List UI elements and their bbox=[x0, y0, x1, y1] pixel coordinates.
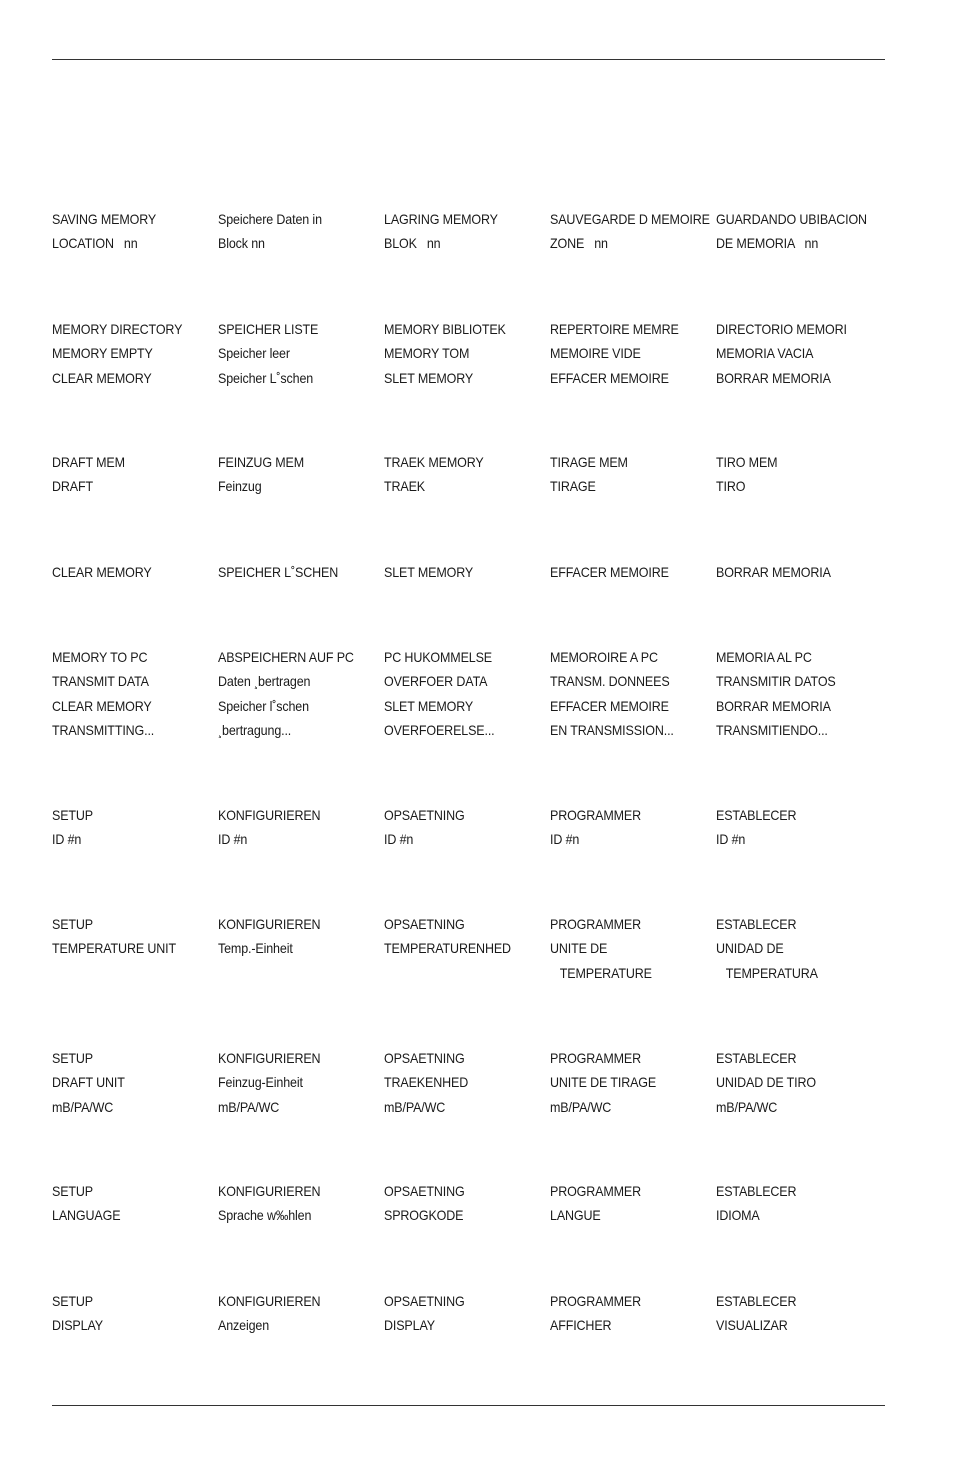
message-cell: ESTABLECER bbox=[716, 917, 797, 932]
message-row bbox=[52, 1204, 912, 1228]
message-row bbox=[52, 561, 912, 585]
message-cell: BORRAR MEMORIA bbox=[716, 370, 831, 386]
message-cell: PROGRAMMER bbox=[550, 1294, 642, 1309]
message-cell bbox=[384, 962, 537, 986]
message-cell: SLET MEMORY bbox=[384, 565, 474, 580]
message-cell: DRAFT MEM bbox=[52, 455, 125, 470]
message-row bbox=[52, 695, 912, 719]
message-cell: SETUP bbox=[52, 917, 94, 932]
message-cell: Speicher l˚schen bbox=[218, 698, 309, 714]
message-cell: MEMORY BIBLIOTEK bbox=[384, 322, 506, 337]
message-cell: ESTABLECER bbox=[716, 1051, 797, 1066]
message-cell: mB/PA/WC bbox=[384, 1099, 446, 1115]
message-cell: ESTABLECER bbox=[716, 1184, 797, 1199]
message-cell: SETUP bbox=[52, 1184, 94, 1199]
message-cell: OVERFOER DATA bbox=[384, 674, 488, 690]
message-cell: PROGRAMMER bbox=[550, 917, 642, 932]
message-cell: TRAEKENHED bbox=[384, 1075, 469, 1091]
message-cell: LANGUAGE bbox=[52, 1208, 121, 1224]
message-cell: SAVING MEMORY bbox=[52, 212, 157, 227]
message-cell: SETUP bbox=[52, 1051, 94, 1066]
message-cell: TRANSMITIR DATOS bbox=[716, 674, 836, 690]
message-row bbox=[52, 475, 912, 499]
message-row bbox=[52, 1314, 912, 1338]
message-cell: CLEAR MEMORY bbox=[52, 565, 152, 580]
message-cell: LANGUE bbox=[550, 1208, 601, 1224]
message-cell: OVERFOERELSE... bbox=[384, 722, 495, 738]
message-cell: TIRO bbox=[716, 479, 746, 495]
message-cell: MEMORY DIRECTORY bbox=[52, 322, 183, 337]
message-row bbox=[52, 670, 912, 694]
message-cell: DIRECTORIO MEMORI bbox=[716, 322, 847, 337]
message-cell: UNIDAD DE bbox=[716, 941, 784, 957]
message-cell: Speicher leer bbox=[218, 346, 290, 362]
message-row bbox=[52, 1096, 912, 1120]
message-cell: KONFIGURIEREN bbox=[218, 1184, 321, 1199]
message-cell: mB/PA/WC bbox=[716, 1099, 778, 1115]
message-cell: Feinzug bbox=[218, 479, 262, 495]
message-cell: DISPLAY bbox=[52, 1318, 103, 1334]
message-cell: OPSAETNING bbox=[384, 917, 465, 932]
message-row bbox=[52, 367, 912, 391]
message-cell: ¸bertragung... bbox=[218, 722, 292, 738]
message-cell: REPERTOIRE MEMRE bbox=[550, 322, 679, 337]
message-cell: TEMPERATURENHED bbox=[384, 941, 511, 957]
message-cell: TRANSMITIENDO... bbox=[716, 722, 828, 738]
message-cell: ID #n bbox=[218, 832, 248, 848]
message-group bbox=[52, 913, 912, 986]
message-row bbox=[52, 962, 912, 986]
message-cell: OPSAETNING bbox=[384, 1051, 465, 1066]
message-cell: TRANSMITTING... bbox=[52, 722, 155, 738]
message-cell: mB/PA/WC bbox=[550, 1099, 612, 1115]
message-cell: Sprache w‰hlen bbox=[218, 1208, 312, 1224]
message-cell: Block nn bbox=[218, 236, 265, 252]
message-group bbox=[52, 451, 912, 500]
message-cell: KONFIGURIEREN bbox=[218, 1051, 321, 1066]
message-cell: ID #n bbox=[384, 832, 414, 848]
message-group bbox=[52, 1180, 912, 1229]
message-cell: LAGRING MEMORY bbox=[384, 212, 498, 227]
message-cell: TEMPERATURE UNIT bbox=[52, 941, 177, 957]
message-cell: MEMORY TOM bbox=[384, 346, 470, 362]
message-row bbox=[52, 804, 912, 828]
message-cell: OPSAETNING bbox=[384, 1184, 465, 1199]
message-cell: TIRAGE bbox=[550, 479, 596, 495]
message-cell: DRAFT UNIT bbox=[52, 1075, 125, 1091]
message-cell: ESTABLECER bbox=[716, 1294, 797, 1309]
message-cell: SETUP bbox=[52, 1294, 94, 1309]
message-row bbox=[52, 1180, 912, 1204]
message-group bbox=[52, 208, 912, 257]
message-row bbox=[52, 208, 912, 232]
message-cell: LOCATION nn bbox=[52, 236, 138, 252]
message-row bbox=[52, 318, 912, 342]
message-cell: SPEICHER LISTE bbox=[218, 322, 319, 337]
message-cell: SLET MEMORY bbox=[384, 698, 474, 714]
message-row bbox=[52, 232, 912, 256]
message-cell: BLOK nn bbox=[384, 236, 441, 252]
message-group bbox=[52, 318, 912, 391]
message-cell: CLEAR MEMORY bbox=[52, 698, 152, 714]
message-cell: TRAEK bbox=[384, 479, 426, 495]
message-cell: EFFACER MEMOIRE bbox=[550, 698, 669, 714]
message-cell: SAUVEGARDE D MEMOIRE bbox=[550, 212, 710, 227]
message-cell: TEMPERATURA bbox=[716, 965, 818, 981]
message-cell: FEINZUG MEM bbox=[218, 455, 305, 470]
message-cell: PROGRAMMER bbox=[550, 1184, 642, 1199]
message-cell: TIRAGE MEM bbox=[550, 455, 628, 470]
message-cell: VISUALIZAR bbox=[716, 1318, 788, 1334]
message-cell: EFFACER MEMOIRE bbox=[550, 370, 669, 386]
message-cell bbox=[52, 962, 205, 986]
message-row bbox=[52, 828, 912, 852]
message-cell: OPSAETNING bbox=[384, 1294, 465, 1309]
message-cell: PROGRAMMER bbox=[550, 1051, 642, 1066]
message-cell: Feinzug-Einheit bbox=[218, 1075, 303, 1091]
message-cell: DRAFT bbox=[52, 479, 93, 495]
message-cell: EFFACER MEMOIRE bbox=[550, 565, 669, 580]
message-cell: TRANSMIT DATA bbox=[52, 674, 149, 690]
message-cell: Daten ¸bertragen bbox=[218, 674, 311, 690]
message-cell: MEMOROIRE A PC bbox=[550, 650, 658, 665]
message-cell: TIRO MEM bbox=[716, 455, 778, 470]
message-cell: BORRAR MEMORIA bbox=[716, 698, 831, 714]
message-cell: MEMORIA VACIA bbox=[716, 346, 814, 362]
message-cell: GUARDANDO UBIBACION bbox=[716, 212, 867, 227]
message-group bbox=[52, 1047, 912, 1120]
message-cell: AFFICHER bbox=[550, 1318, 612, 1334]
message-row bbox=[52, 1071, 912, 1095]
message-cell: DISPLAY bbox=[384, 1318, 435, 1334]
message-row bbox=[52, 1047, 912, 1071]
message-cell: ID #n bbox=[52, 832, 82, 848]
message-cell: BORRAR MEMORIA bbox=[716, 565, 831, 580]
message-cell: ID #n bbox=[716, 832, 746, 848]
message-cell: KONFIGURIEREN bbox=[218, 808, 321, 823]
message-row bbox=[52, 646, 912, 670]
bottom-rule bbox=[52, 1405, 885, 1406]
message-cell: Speichere Daten in bbox=[218, 212, 322, 227]
message-row bbox=[52, 342, 912, 366]
message-cell: MEMOIRE VIDE bbox=[550, 346, 641, 362]
message-cell: IDIOMA bbox=[716, 1208, 760, 1224]
message-cell: KONFIGURIEREN bbox=[218, 1294, 321, 1309]
message-row bbox=[52, 913, 912, 937]
message-row bbox=[52, 719, 912, 743]
message-cell: UNIDAD DE TIRO bbox=[716, 1075, 816, 1091]
message-cell: MEMORIA AL PC bbox=[716, 650, 812, 665]
message-cell: KONFIGURIEREN bbox=[218, 917, 321, 932]
message-cell: SPROGKODE bbox=[384, 1208, 464, 1224]
message-cell: MEMORY EMPTY bbox=[52, 346, 153, 362]
message-cell: TRANSM. DONNEES bbox=[550, 674, 670, 690]
message-group bbox=[52, 561, 912, 585]
message-row bbox=[52, 451, 912, 475]
message-group bbox=[52, 804, 912, 853]
message-cell: ZONE nn bbox=[550, 236, 608, 252]
message-cell: SPEICHER L˚SCHEN bbox=[218, 565, 339, 580]
message-cell: mB/PA/WC bbox=[218, 1099, 280, 1115]
message-cell: SETUP bbox=[52, 808, 94, 823]
message-cell: Temp.-Einheit bbox=[218, 941, 293, 957]
message-row bbox=[52, 1290, 912, 1314]
message-cell: PC HUKOMMELSE bbox=[384, 650, 493, 665]
message-cell: ID #n bbox=[550, 832, 580, 848]
message-cell: EN TRANSMISSION... bbox=[550, 722, 674, 738]
message-cell: PROGRAMMER bbox=[550, 808, 642, 823]
message-group bbox=[52, 646, 912, 743]
message-group bbox=[52, 1290, 912, 1339]
message-cell: MEMORY TO PC bbox=[52, 650, 148, 665]
top-rule bbox=[52, 59, 885, 60]
message-cell: mB/PA/WC bbox=[52, 1099, 114, 1115]
message-cell: UNITE DE bbox=[550, 941, 608, 957]
message-cell: ESTABLECER bbox=[716, 808, 797, 823]
message-cell bbox=[218, 962, 371, 986]
message-cell: TRAEK MEMORY bbox=[384, 455, 484, 470]
message-cell: TEMPERATURE bbox=[550, 965, 652, 981]
message-cell: OPSAETNING bbox=[384, 808, 465, 823]
message-cell: Speicher L˚schen bbox=[218, 370, 314, 386]
message-cell: SLET MEMORY bbox=[384, 370, 474, 386]
message-cell: DE MEMORIA nn bbox=[716, 236, 819, 252]
message-cell: CLEAR MEMORY bbox=[52, 370, 152, 386]
message-cell: ABSPEICHERN AUF PC bbox=[218, 650, 354, 665]
message-cell: Anzeigen bbox=[218, 1318, 270, 1334]
message-cell: UNITE DE TIRAGE bbox=[550, 1075, 657, 1091]
message-row bbox=[52, 937, 912, 961]
